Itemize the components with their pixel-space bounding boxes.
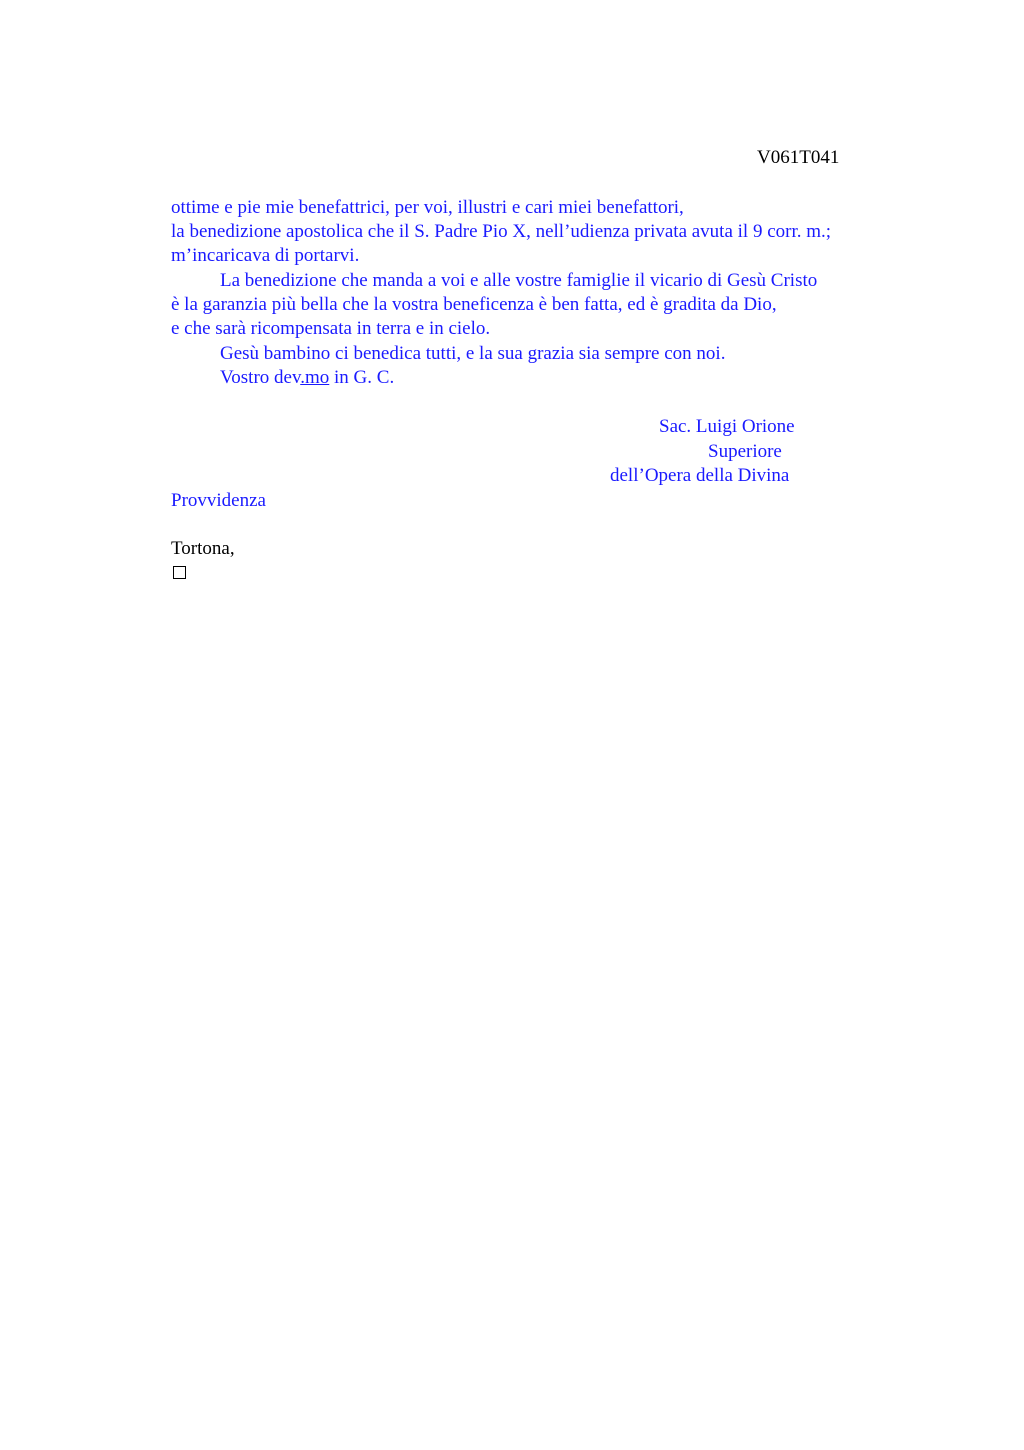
body-line: La benedizione che manda a voi e alle vostre famiglie il vicario di Gesù Cristo [220, 270, 818, 291]
body-line: è la garanzia più bella che la vostra beneficenza è ben fatta, ed è gradita da Dio, [171, 294, 777, 315]
body-line: ottime e pie mie benefattrici, per voi, illustri e cari miei benefattori, [171, 197, 684, 218]
closing-prefix: Vostro dev [220, 367, 301, 388]
body-line: e che sarà ricompensata in terra e in cielo. [171, 318, 491, 339]
place-line: Tortona, [171, 538, 235, 559]
signature-title: Superiore [708, 441, 782, 462]
closing-line [220, 366, 394, 390]
closing-suffix: in G. C. [329, 367, 395, 388]
body-line: m’incaricava di portarvi. [171, 245, 360, 266]
body-line: la benedizione apostolica che il S. Padre Pio X, nell’udienza privata avuta il 9 corr. m.; [171, 221, 832, 242]
closing-abbrev: .mo [300, 367, 330, 388]
document-id: V061T041 [757, 147, 840, 168]
signature-org: dell’Opera della Divina [610, 465, 790, 486]
body-line: Gesù bambino ci benedica tutti, e la sua grazia sia sempre con noi. [220, 343, 726, 364]
signature-org-continued: Provvidenza [171, 490, 266, 511]
signature-name: Sac. Luigi Orione [659, 416, 795, 437]
placeholder-box-icon [173, 566, 186, 579]
